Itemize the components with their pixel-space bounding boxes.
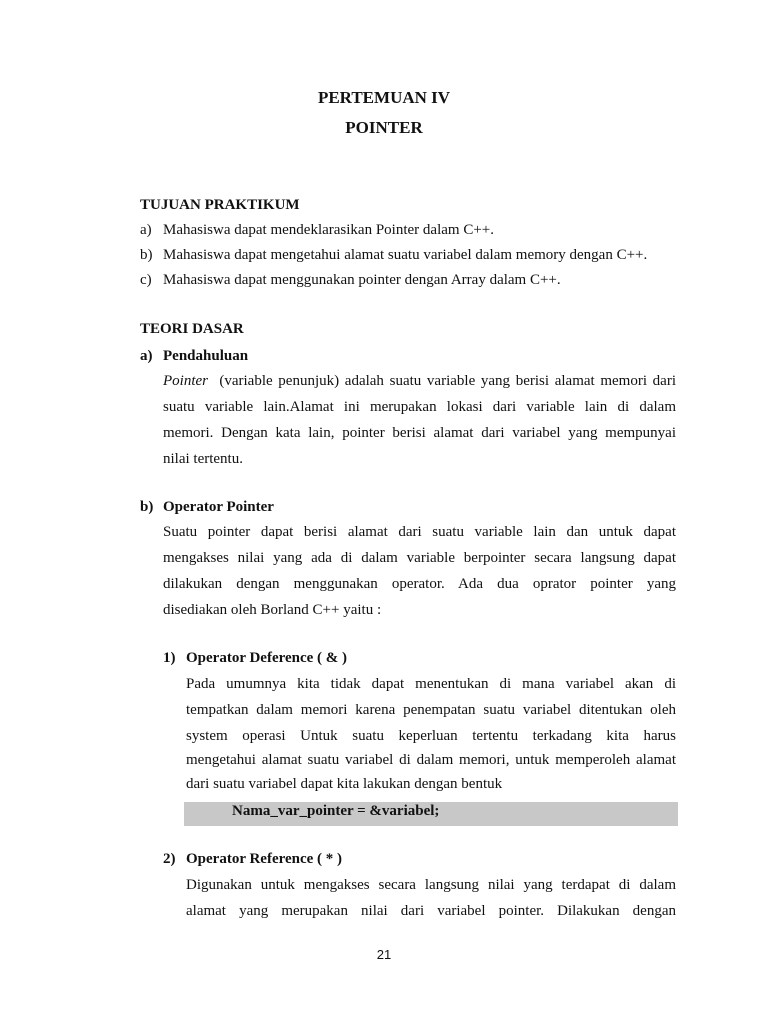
- subsubsection-label: 1): [163, 650, 176, 666]
- page-number: 21: [376, 947, 392, 962]
- subsection-heading-operator: [140, 499, 274, 516]
- paragraph-line: mengetahui alamat suatu variabel di dalam memori, untuk memperoleh alamat: [186, 752, 676, 768]
- paragraph-text: (variable penunjuk) adalah suatu variable yang berisi alamat memori dari: [219, 373, 676, 389]
- code-line: Nama_var_pointer = &variabel;: [232, 803, 440, 819]
- list-item: [140, 222, 494, 239]
- list-text: Mahasiswa dapat menggunakan pointer dengan Array dalam C++.: [163, 272, 561, 288]
- paragraph-line: disediakan oleh Borland C++ yaitu :: [163, 602, 382, 618]
- page-subtitle: POINTER: [345, 118, 423, 137]
- list-label: a): [140, 222, 152, 238]
- paragraph-line: nilai tertentu.: [163, 451, 243, 467]
- paragraph-line: Pada umumnya kita tidak dapat menentukan di mana variabel akan di: [186, 676, 676, 692]
- list-text: Mahasiswa dapat mengetahui alamat suatu variabel dalam memory dengan C++.: [163, 247, 648, 263]
- paragraph-line: [163, 373, 676, 390]
- paragraph-line: mengakses nilai yang ada di dalam variable berpointer secara langsung dapat: [163, 550, 676, 566]
- list-label: c): [140, 272, 152, 288]
- list-item: [140, 247, 647, 264]
- paragraph-line: tempatkan dalam memori karena penempatan suatu variabel ditentukan oleh: [186, 702, 676, 718]
- section-heading-teori: TEORI DASAR: [140, 321, 244, 337]
- paragraph-line: memori. Dengan kata lain, pointer berisi alamat dari variabel yang mempunyai: [163, 425, 676, 441]
- code-block: [184, 802, 678, 826]
- subsubsection-heading-deference: [163, 650, 347, 667]
- section-heading-tujuan: TUJUAN PRAKTIKUM: [140, 197, 300, 213]
- subsection-heading-pendahuluan: [140, 348, 248, 365]
- subsubsection-heading-reference: [163, 851, 342, 868]
- subsection-label: a): [140, 348, 153, 364]
- subsubsection-title: Operator Deference ( & ): [186, 650, 348, 666]
- subsection-title: Pendahuluan: [163, 348, 249, 364]
- subsubsection-label: 2): [163, 851, 176, 867]
- page-title: PERTEMUAN IV: [317, 88, 451, 107]
- subsection-label: b): [140, 499, 154, 515]
- subsubsection-title: Operator Reference ( * ): [186, 851, 343, 867]
- list-item: [140, 272, 561, 289]
- paragraph-line: suatu variable lain.Alamat ini merupakan lokasi dari variable lain di dalam: [163, 399, 676, 415]
- paragraph-line: dilakukan dengan menggunakan operator. Ada dua oprator pointer yang: [163, 576, 676, 592]
- subsection-title: Operator Pointer: [163, 499, 274, 515]
- paragraph-line: dari suatu variabel dapat kita lakukan dengan bentuk: [186, 776, 503, 792]
- paragraph-line: alamat yang merupakan nilai dari variabel pointer. Dilakukan dengan: [186, 903, 676, 919]
- list-text: Mahasiswa dapat mendeklarasikan Pointer dalam C++.: [163, 222, 494, 238]
- italic-term: Pointer: [163, 373, 208, 389]
- paragraph-line: system operasi Untuk suatu keperluan tertentu terkadang kita harus: [186, 728, 676, 744]
- list-label: b): [140, 247, 153, 263]
- paragraph-line: Suatu pointer dapat berisi alamat dari suatu variable lain dan untuk dapat: [163, 524, 676, 540]
- paragraph-line: Digunakan untuk mengakses secara langsung nilai yang terdapat di dalam: [186, 877, 676, 893]
